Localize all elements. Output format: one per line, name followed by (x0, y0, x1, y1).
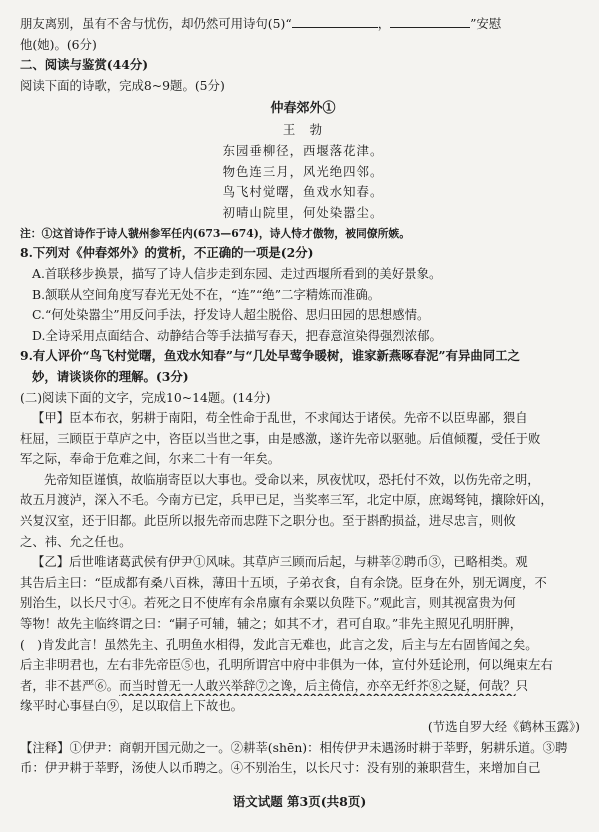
question-text: 朋友离别，虽有不舍与忧伤，却仍然可用诗句(5)“ (20, 16, 292, 31)
question-9: 9.有人评价“鸟飞村觉曙，鱼戏水知春”与“几处早莺争暖树，谁家新燕啄春泥”有异曲同工之 (20, 348, 520, 364)
fill-in-question-5 (20, 14, 586, 35)
instruction: 阅读下面的诗歌，完成8~9题。(5分) (20, 77, 225, 93)
passage-line: 缘平时心事昼白⑨，足以取信上下故也。 (20, 698, 244, 714)
poem-note: 注：①这首诗作于诗人虢州参军任内(673—674)，诗人恃才傲物，被同僚所嫉。 (20, 227, 410, 241)
passage-line: 先帝知臣谨慎，故临崩寄臣以大事也。受命以来，夙夜忧叹，恐托付不效，以伤先帝之明， (44, 471, 540, 487)
option-b: B.颔联从空间角度写春光无处不在，“连”“绝”二字精炼而准确。 (32, 286, 381, 302)
exam-page (20, 14, 586, 779)
option-d: D.全诗采用点面结合、动静结合等手法描写春天，把春意渲染得强烈浓郁。 (32, 327, 442, 343)
passage-text: 者，非不甚严⑥。 (20, 677, 120, 693)
question-8: 8.下列对《仲春郊外》的赏析，不正确的一项是(2分) (20, 245, 314, 261)
passage-line: 兴复汉室，还于旧都。此臣所以报先帝而忠陛下之职分也。至于斟酌损益，进尽忠言，则攸 (20, 513, 516, 529)
passage-line: 枉屈，三顾臣于草庐之中，咨臣以当世之事，由是感激，遂许先帝以驱驰。后值倾覆，受任于败 (20, 430, 541, 446)
page-footer: 语文试题 第3页(共8页) (232, 794, 367, 809)
annotation-line: 【注释】①伊尹：商朝开国元勋之一。②耕莘(shēn)：相传伊尹未遇汤时耕于莘野，躬耕乐道。③聘 (20, 739, 568, 755)
passage-line: ( )肯发此言！虽然先主、孔明鱼水相得，发此言无难也，此言之发，后主与左右固皆闻之矣。 (20, 636, 538, 652)
poem-line: 初晴山院里，何处染嚣尘。 (222, 204, 384, 220)
section-heading: (二)阅读下面的文字，完成10~14题。(14分) (20, 389, 271, 405)
passage-line: 军之际，奉命于危难之间，尔来二十有一年矣。 (20, 451, 281, 467)
source-citation: (节选自罗大经《鹤林玉露》) (427, 719, 580, 734)
option-c: C.“何处染嚣尘”用反问手法，抒发诗人超尘脱俗、思归田园的思想感情。 (32, 307, 430, 323)
comma: ， (377, 16, 391, 31)
passage-line: 别治生，以长尺寸④。若死之日不使库有余帛廪有余粟以负陛下。”观此言，则其视富贵为何 (20, 595, 516, 611)
passage-text: 只 (515, 677, 529, 693)
passage-line: 【甲】臣本布衣，躬耕于南阳，苟全性命于乱世，不求闻达于诸侯。先帝不以臣卑鄙，猥自 (32, 410, 528, 426)
section-heading: 二、阅读与鉴赏(44分) (20, 57, 149, 73)
passage-line: 后主非明君也，左右非先帝臣⑤也，孔明所谓宫中府中非俱为一体，宣付外廷论刑，何以绳束左右 (20, 657, 553, 673)
wavy-underlined-sentence: 而当时曾无一人敢兴举辞⑦之谗，后主倚信，亦卒无纤芥⑧之疑，何哉？ (119, 677, 516, 693)
answer-blank[interactable] (292, 16, 378, 28)
poem-title: 仲春郊外① (270, 101, 336, 117)
question-9-cont: 妙，请谈谈你的理解。(3分) (32, 368, 189, 384)
question-text: 他(她)。(6分) (20, 36, 97, 52)
poem-line: 物色连三月，风光绝四邻。 (222, 163, 384, 179)
passage-line: 之、祎、允之任也。 (20, 533, 132, 549)
passage-line (20, 676, 586, 697)
annotation-line: 币：伊尹耕于莘野，汤使人以币聘之。④不别治生，以长尺寸：没有别的兼职营生，来增加自己 (20, 760, 541, 776)
poem-line: 东园垂柳径，西堰落花津。 (222, 142, 384, 158)
poem-author: 王 勃 (282, 122, 324, 138)
passage-line: 其告后主曰：“臣成都有桑八百株，薄田十五顷，子弟衣食，自有余饶。臣身在外，别无调度，不 (20, 574, 547, 590)
passage-line: 等物！故先主临终谓之曰：“嗣子可辅，辅之；如其不才，君可自取。”非先主照见孔明肝脾， (20, 616, 523, 632)
answer-blank[interactable] (390, 16, 470, 28)
question-text-end: ”安慰 (470, 16, 502, 31)
poem-line: 鸟飞村觉曙，鱼戏水知春。 (222, 184, 384, 200)
option-a: A.首联移步换景，描写了诗人信步走到东园、走过西堰所看到的美好景象。 (32, 265, 442, 281)
passage-line: 【乙】后世唯诸葛武侯有伊尹①风味。其草庐三顾而后起，与耕莘②聘币③，已略相类。观 (32, 554, 528, 570)
passage-line: 故五月渡泸，深入不毛。今南方已定，兵甲已足，当奖率三军，北定中原，庶竭驽钝，攘除奸凶， (20, 492, 553, 508)
